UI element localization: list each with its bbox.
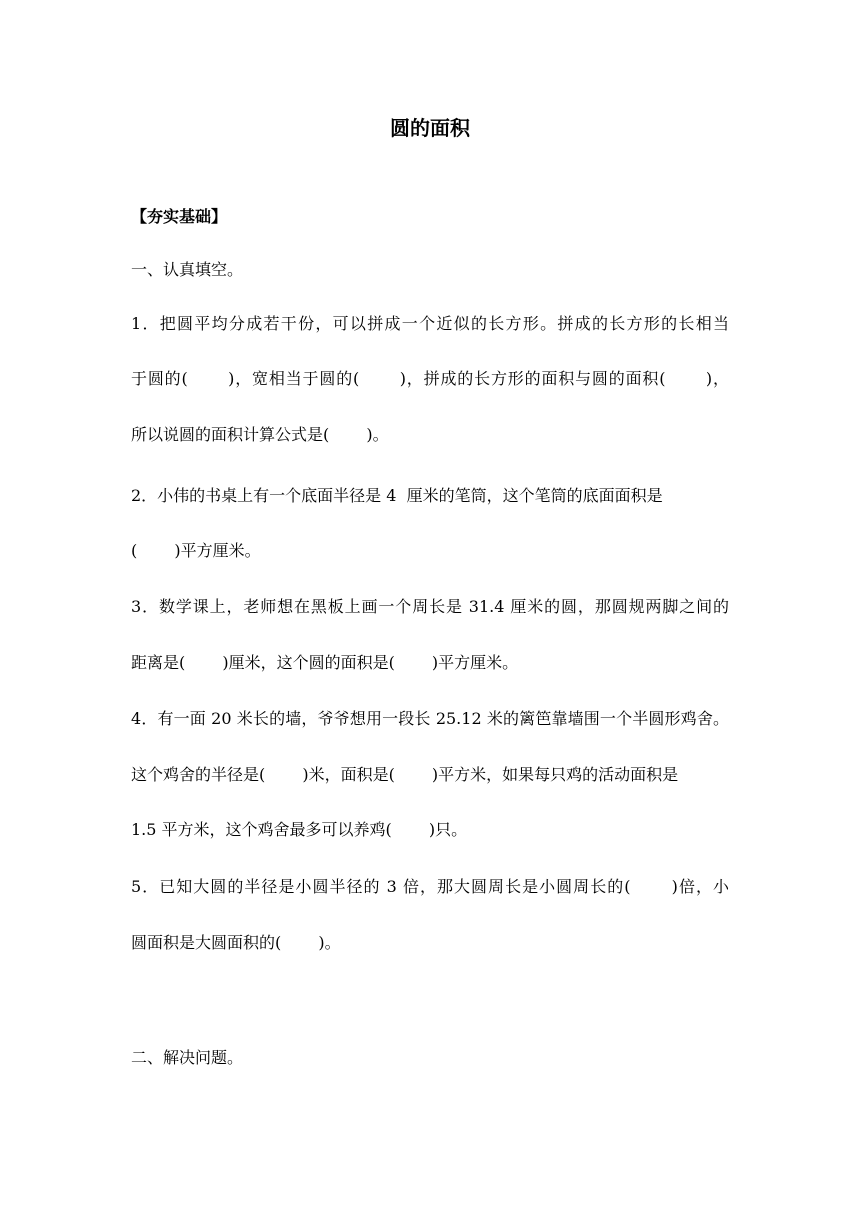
question-2-line-1: 2．小伟的书桌上有一个底面半径是 4 厘米的笔筒，这个笔筒的底面面积是 <box>131 486 663 505</box>
part-heading-solve-problems: 二、解决问题。 <box>131 1048 244 1067</box>
question-5-line-1: 5．已知大圆的半径是小圆半径的 3 倍，那大圆周长是小圆周长的( )倍，小 <box>131 877 729 896</box>
question-4-line-2: 这个鸡舍的半径是( )米，面积是( )平方米，如果每只鸡的活动面积是 <box>131 765 679 784</box>
question-1-line-3: 所以说圆的面积计算公式是( )。 <box>131 425 389 444</box>
question-1-line-1: 1．把圆平均分成若干份，可以拼成一个近似的长方形。拼成的长方形的长相当 <box>131 314 729 333</box>
question-3-line-2: 距离是( )厘米，这个圆的面积是( )平方厘米。 <box>131 653 519 672</box>
section-heading-basic: 【夯实基础】 <box>131 207 228 226</box>
question-1-line-2: 于圆的( )，宽相当于圆的( )，拼成的长方形的面积与圆的面积( )， <box>131 369 729 388</box>
question-2-line-2: ( )平方厘米。 <box>131 541 261 560</box>
question-3-line-1: 3．数学课上，老师想在黑板上画一个周长是 31.4 厘米的圆，那圆规两脚之间的 <box>131 597 729 616</box>
part-heading-fill-blanks: 一、认真填空。 <box>131 260 244 279</box>
question-5-line-2: 圆面积是大圆面积的( )。 <box>131 933 341 952</box>
question-4-line-3: 1.5 平方米，这个鸡舍最多可以养鸡( )只。 <box>131 820 468 839</box>
question-4-line-1: 4．有一面 20 米长的墙，爷爷想用一段长 25.12 米的篱笆靠墙围一个半圆形鸡舍。 <box>131 709 729 728</box>
page-title: 圆的面积 <box>390 116 470 140</box>
